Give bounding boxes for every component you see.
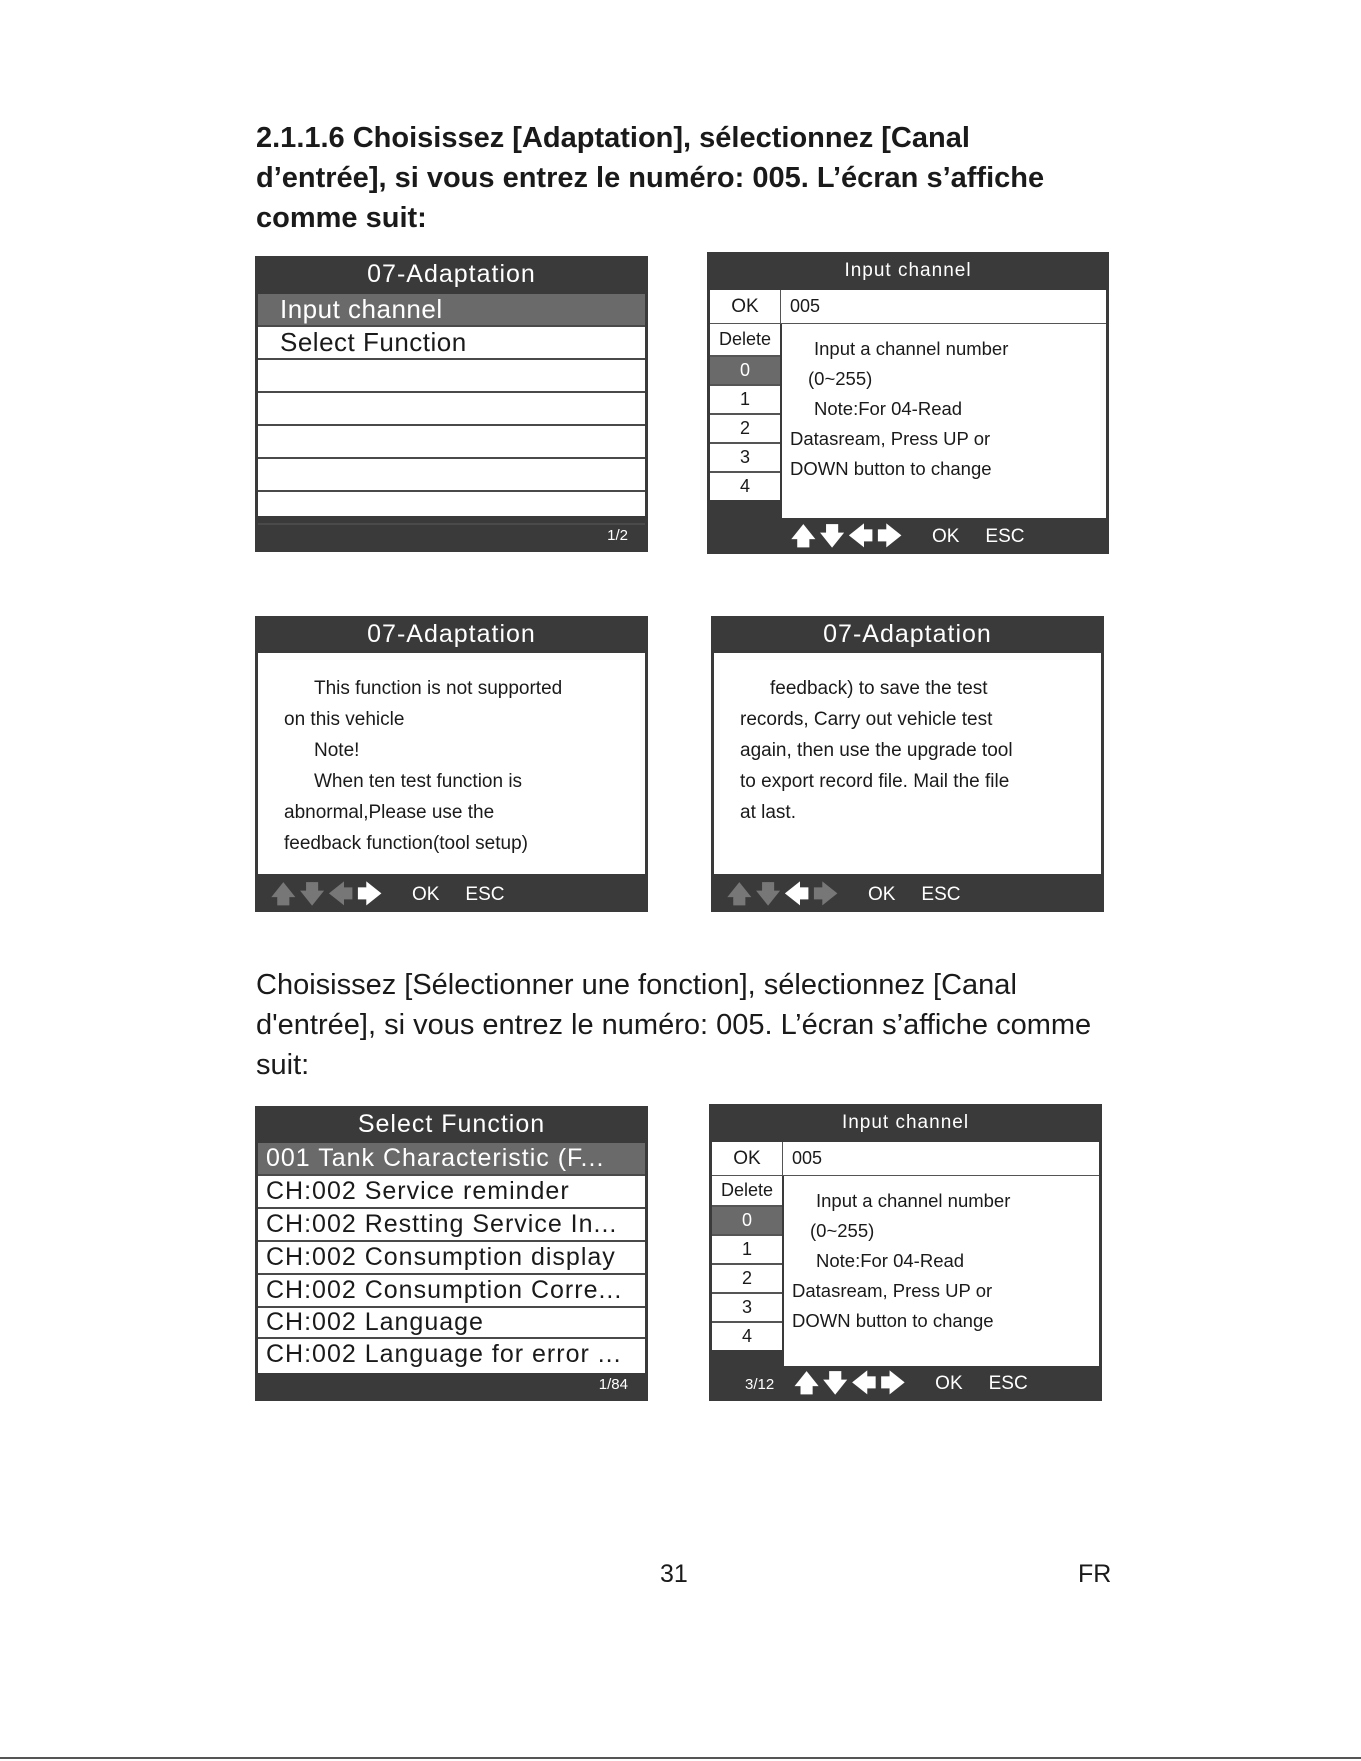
- text-line: DOWN button to change: [790, 458, 992, 479]
- channel-input-row: [712, 1142, 1099, 1176]
- bottom-rule: [0, 1757, 1361, 1759]
- function-item[interactable]: CH:002 Service reminder: [258, 1176, 645, 1209]
- up-arrow-icon[interactable]: 🡅: [794, 1370, 819, 1397]
- nav-bar: [745, 1370, 1028, 1397]
- screen-title: 07-Adaptation: [367, 620, 536, 648]
- key-1[interactable]: 1: [712, 1236, 782, 1265]
- left-arrow-icon[interactable]: 🡄: [851, 1370, 877, 1397]
- text-line: to export record file. Mail the file: [740, 771, 1010, 792]
- text-line: suit:: [256, 1049, 310, 1081]
- text-line: records, Carry out vehicle test: [740, 709, 993, 730]
- text-line: Input a channel number: [814, 338, 1009, 359]
- key-delete[interactable]: Delete: [710, 324, 780, 357]
- heading-line: d’entrée], si vous entrez le numéro: 005. L’écran s’affiche: [256, 162, 1045, 194]
- right-arrow-icon[interactable]: 🡆: [877, 523, 902, 550]
- keypad: [710, 324, 780, 500]
- channel-input-row: [710, 290, 1106, 324]
- text-line: on this vehicle: [284, 709, 405, 730]
- section-heading: [256, 118, 1156, 238]
- page-number: 31: [660, 1560, 688, 1588]
- text-line: Note:For 04-Read: [816, 1250, 965, 1271]
- text-line: Datasream, Press UP or: [792, 1280, 993, 1301]
- page-indicator: 1/2: [607, 527, 628, 544]
- esc-button[interactable]: ESC: [985, 526, 1025, 547]
- text-line: Input a channel number: [816, 1190, 1011, 1211]
- text-line: When ten test function is: [314, 771, 523, 792]
- key-2[interactable]: 2: [712, 1265, 782, 1294]
- screen-input-channel-2: [709, 1104, 1102, 1401]
- function-item[interactable]: 001 Tank Characteristic (F...: [258, 1143, 645, 1176]
- text-line: d'entrée], si vous entrez le numéro: 005. L’écran s’affiche comme: [256, 1009, 1092, 1041]
- left-arrow-icon[interactable]: 🡄: [328, 881, 354, 908]
- key-1[interactable]: 1: [710, 386, 780, 415]
- nav-bar: [727, 881, 961, 908]
- heading-line: 2.1.1.6 Choisissez [Adaptation], sélectionnez [Canal: [256, 122, 970, 154]
- down-arrow-icon[interactable]: 🡇: [299, 881, 325, 908]
- down-arrow-icon[interactable]: 🡇: [819, 523, 845, 550]
- screen-adaptation-message: [255, 616, 648, 912]
- screen-adaptation-menu: [255, 256, 648, 552]
- ok-button[interactable]: OK: [931, 526, 960, 547]
- screen-title: 07-Adaptation: [367, 260, 536, 288]
- key-3[interactable]: 3: [712, 1294, 782, 1323]
- text-line: DOWN button to change: [792, 1310, 994, 1331]
- key-4[interactable]: 4: [741, 1326, 752, 1346]
- menu-row-empty: [258, 393, 645, 426]
- ok-button[interactable]: OK: [935, 1373, 963, 1394]
- function-item[interactable]: CH:002 Language for error ...: [266, 1340, 622, 1368]
- esc-button[interactable]: ESC: [988, 1373, 1028, 1394]
- text-line: Note:For 04-Read: [814, 398, 963, 419]
- esc-button[interactable]: ESC: [921, 884, 961, 905]
- text-line: (0~255): [810, 1220, 875, 1241]
- ok-button[interactable]: OK: [867, 884, 896, 905]
- key-3[interactable]: 3: [710, 444, 780, 473]
- right-arrow-icon[interactable]: 🡆: [880, 1370, 906, 1397]
- menu-item-select-function[interactable]: Select Function: [258, 327, 645, 360]
- menu-row-empty: [258, 459, 645, 492]
- text-line: This function is not supported: [314, 678, 563, 699]
- nav-bar: [271, 881, 505, 908]
- right-arrow-icon[interactable]: 🡆: [357, 881, 382, 908]
- message-body: [714, 653, 1101, 874]
- function-item[interactable]: CH:002 Restting Service In...: [258, 1209, 645, 1242]
- text-line: Choisissez [Sélectionner une fonction], sélectionnez [Canal: [256, 969, 1017, 1001]
- keypad: [712, 1176, 782, 1350]
- ok-button[interactable]: OK: [411, 884, 440, 905]
- page-indicator: 3/12: [745, 1375, 775, 1393]
- function-item[interactable]: CH:002 Language: [258, 1308, 645, 1339]
- channel-value[interactable]: 005: [790, 296, 821, 316]
- left-arrow-icon[interactable]: 🡄: [784, 881, 810, 908]
- right-arrow-icon[interactable]: 🡆: [813, 881, 838, 908]
- screen-select-function: [255, 1106, 648, 1401]
- text-line: at last.: [740, 802, 796, 823]
- key-2[interactable]: 2: [710, 415, 780, 444]
- key-delete[interactable]: Delete: [712, 1176, 782, 1207]
- text-line: feedback) to save the test: [770, 678, 988, 699]
- function-item[interactable]: CH:002 Consumption Corre...: [258, 1275, 645, 1308]
- key-0[interactable]: 0: [710, 357, 780, 386]
- channel-value[interactable]: 005: [792, 1148, 823, 1168]
- language-label: FR: [1078, 1560, 1112, 1588]
- down-arrow-icon[interactable]: 🡇: [822, 1370, 848, 1397]
- up-arrow-icon[interactable]: 🡅: [791, 523, 816, 550]
- key-4[interactable]: 4: [739, 476, 750, 496]
- text-line: abnormal,Please use the: [284, 802, 495, 823]
- ok-key[interactable]: OK: [710, 290, 781, 323]
- text-line: Note!: [314, 740, 360, 761]
- menu-list: [258, 294, 645, 516]
- text-line: Datasream, Press UP or: [790, 428, 991, 449]
- message-body: [258, 653, 645, 874]
- left-arrow-icon[interactable]: 🡄: [848, 523, 874, 550]
- menu-row-empty: [258, 492, 645, 525]
- key-0[interactable]: 0: [712, 1207, 782, 1236]
- instruction-text: [784, 1176, 1099, 1366]
- function-list: [258, 1143, 645, 1373]
- page-indicator: 1/84: [598, 1376, 628, 1393]
- instruction-text: [782, 324, 1106, 518]
- screen-title: 07-Adaptation: [823, 620, 992, 648]
- down-arrow-icon[interactable]: 🡇: [755, 881, 781, 908]
- ok-key[interactable]: OK: [712, 1142, 783, 1175]
- screen-title: Input channel: [841, 1112, 970, 1133]
- section-text: [256, 965, 1136, 1085]
- esc-button[interactable]: ESC: [465, 884, 505, 905]
- heading-line: comme suit:: [256, 202, 427, 234]
- up-arrow-icon[interactable]: 🡅: [727, 881, 752, 908]
- nav-bar: [791, 523, 1025, 550]
- screen-input-channel: [707, 252, 1109, 554]
- screen-title: Input channel: [844, 260, 972, 281]
- text-line: feedback function(tool setup): [284, 833, 528, 854]
- menu-row-empty: [258, 360, 645, 393]
- up-arrow-icon[interactable]: 🡅: [271, 881, 296, 908]
- function-item[interactable]: CH:002 Consumption display: [258, 1242, 645, 1275]
- text-line: (0~255): [808, 368, 873, 389]
- screen-adaptation-message-2: [711, 616, 1104, 912]
- menu-row-empty: [258, 426, 645, 459]
- screen-title: Select Function: [357, 1110, 546, 1138]
- menu-item-input-channel[interactable]: Input channel: [258, 294, 645, 327]
- text-line: again, then use the upgrade tool: [740, 740, 1013, 761]
